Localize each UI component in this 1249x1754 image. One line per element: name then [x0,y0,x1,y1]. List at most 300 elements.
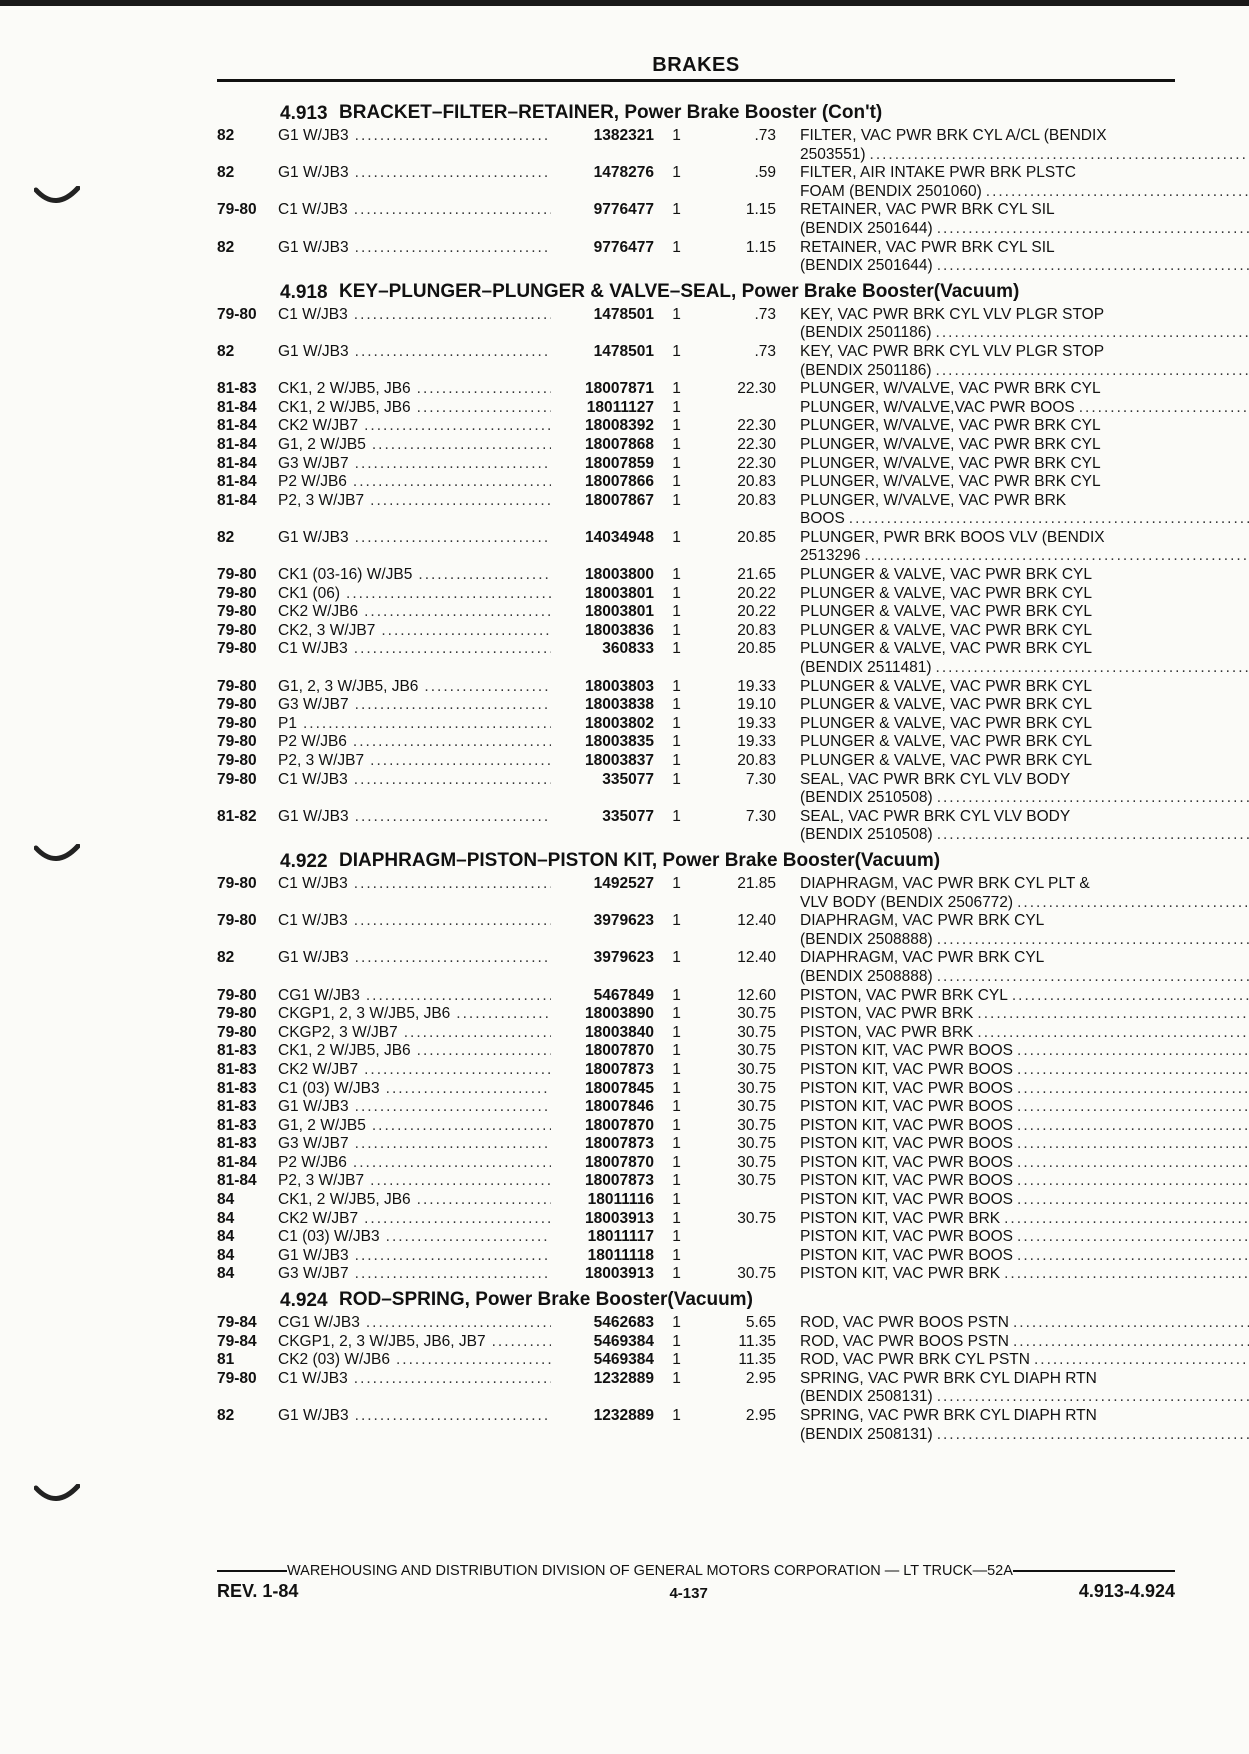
description-line [800,808,1249,827]
model-cell [278,1191,551,1210]
dot-leader [354,640,551,677]
description [776,640,1249,677]
dot-leader [353,1154,551,1173]
part-row [217,201,1175,238]
description-line [800,1351,1249,1370]
price: 22.30 [737,435,776,453]
part-number: 18008392 [585,417,654,435]
model-code: CK2, 3 W/JB7 [278,621,376,639]
model-cell [278,1005,551,1024]
price: 2.95 [745,1369,776,1387]
model-code: CKGP1, 2, 3 W/JB5, JB6, JB7 [278,1332,486,1350]
dot-leader [354,912,551,949]
quantity: 1 [672,733,681,751]
quantity: 1 [672,1265,681,1283]
description-text: ROD, VAC PWR BOOS PSTN [800,1314,1009,1332]
dot-leader [418,566,551,585]
price: 19.33 [737,714,776,732]
punch-hole-mark [34,186,80,210]
description [776,1061,1249,1080]
description-text: ROD, VAC PWR BOOS PSTN [800,1332,1009,1350]
model-cell [278,1098,551,1117]
part-number: 18003838 [585,696,654,714]
description [776,399,1249,418]
dot-leader [1017,894,1249,913]
description [776,733,1175,752]
price: 1.15 [745,201,776,219]
description-line [800,1333,1249,1352]
dot-leader [354,306,551,343]
part-number: 18007866 [585,473,654,491]
description-text: PISTON KIT, VAC PWR BOOS [800,1172,1014,1190]
model-cell [278,1210,551,1229]
description-line [800,1228,1249,1247]
model-code: CK1 (03-16) W/JB5 [278,566,413,584]
year-range: 79-80 [217,603,257,621]
description-text: PISTON, VAC PWR BRK [800,1005,974,1023]
year-range: 79-80 [217,752,257,769]
description-text: (BENDIX 2510508) [800,826,933,844]
model-code: G1, 2 W/JB5 [278,1116,366,1134]
price: 20.85 [737,640,776,658]
dot-leader [1034,1351,1249,1370]
model-cell [278,1024,551,1043]
price: 21.85 [737,874,776,892]
model-cell [278,201,551,238]
description [776,436,1175,455]
description-line [800,696,1175,715]
description-text: (BENDIX 2501644) [800,257,933,275]
part-row [217,164,1175,201]
description-line [800,622,1175,641]
part-row [217,1191,1175,1210]
description-line [800,912,1249,931]
model-code: G1 W/JB3 [278,1246,349,1264]
dot-leader [354,1370,551,1407]
quantity: 1 [672,1246,681,1264]
dot-leader [366,987,551,1006]
description-line [800,473,1175,492]
year-range: 79-80 [217,1369,257,1387]
description-line [800,164,1249,183]
description [776,949,1249,986]
dot-leader [355,808,551,845]
description-text: VLV BODY (BENDIX 2506772) [800,893,1014,911]
description [776,1407,1249,1444]
quantity: 1 [672,417,681,435]
parts-catalog-list [217,97,1175,1444]
description [776,1135,1249,1154]
description-text: FILTER, AIR INTAKE PWR BRK PLSTC [800,164,1076,182]
description-text: PISTON KIT, VAC PWR BOOS [800,1116,1014,1134]
description-text: SEAL, VAC PWR BRK CYL VLV BODY [800,770,1071,788]
description-line [800,752,1175,771]
year-range: 79-80 [217,640,257,658]
description-text: PISTON KIT, VAC PWR BOOS [800,1042,1014,1060]
part-row [217,1154,1175,1173]
price: 19.10 [737,696,776,714]
description [776,696,1175,715]
year-range: 84 [217,1228,235,1246]
header-rule [217,79,1175,82]
quantity: 1 [672,807,681,825]
description-line [800,239,1249,258]
part-number: 18007868 [585,435,654,453]
part-row [217,1370,1175,1407]
price: 20.83 [737,621,776,639]
description [776,1005,1249,1024]
part-number: 1478276 [593,164,654,182]
part-row [217,1265,1175,1284]
description-text: SEAL, VAC PWR BRK CYL VLV BODY [800,807,1071,825]
dot-leader [1012,987,1249,1006]
year-range: 79-80 [217,874,257,892]
quantity: 1 [672,1172,681,1190]
year-range: 84 [217,1246,235,1264]
quantity: 1 [672,1407,681,1424]
description [776,473,1175,492]
quantity: 1 [672,380,681,398]
year-range: 81-84 [217,1172,257,1190]
price: 30.75 [737,1079,776,1097]
model-code: C1 W/JB3 [278,1369,348,1387]
dot-leader [354,875,551,912]
dot-leader [937,931,1249,950]
description [776,875,1249,912]
year-range: 79-80 [217,714,257,732]
description-line [800,1370,1249,1389]
description-text: (BENDIX 2501186) [800,361,932,379]
description-text: (BENDIX 2511481) [800,659,932,677]
description-text: DIAPHRAGM, VAC PWR BRK CYL [800,912,1045,930]
model-cell [278,875,551,912]
price: 30.75 [737,1209,776,1227]
model-cell [278,529,551,566]
dot-leader [870,146,1249,165]
year-range: 81-83 [217,380,257,398]
description-text: PISTON KIT, VAC PWR BOOS [800,1060,1014,1078]
model-code: G3 W/JB7 [278,1265,349,1283]
year-range: 81-82 [217,807,257,825]
model-code: C1 (03) W/JB3 [278,1228,380,1246]
model-cell [278,455,551,474]
model-cell [278,306,551,343]
year-range: 82 [217,238,235,256]
dot-leader [1017,1098,1249,1117]
description-line [800,566,1175,585]
year-range: 81 [217,1351,235,1369]
part-number: 1232889 [593,1369,654,1387]
description-text: (BENDIX 2508888) [800,930,933,948]
description-text: PLUNGER & VALVE, VAC PWR BRK CYL [800,603,1092,621]
dot-leader [372,436,551,455]
dot-leader [355,1407,551,1444]
description [776,455,1175,474]
description-text: SPRING, VAC PWR BRK CYL DIAPH RTN [800,1369,1097,1387]
year-range: 79-84 [217,1314,257,1332]
description-text: PISTON, VAC PWR BRK [800,1023,974,1041]
dot-leader [937,220,1249,239]
description-text: FILTER, VAC PWR BRK CYL A/CL (BENDIX [800,127,1107,144]
description-line [800,257,1249,276]
description-line [800,715,1175,734]
description-text: PLUNGER, W/VALVE, VAC PWR BRK CYL [800,473,1101,491]
part-row [217,875,1175,912]
part-row [217,733,1175,752]
year-range: 81-84 [217,435,257,453]
description [776,808,1249,845]
description [776,1247,1249,1266]
part-row [217,306,1175,343]
part-number: 18003837 [585,752,654,769]
dot-leader [424,678,551,697]
quantity: 1 [672,603,681,621]
dot-leader [372,1117,551,1136]
description-text: BOOS [800,510,845,528]
part-row [217,1042,1175,1061]
description-line [800,1117,1249,1136]
price: 11.35 [738,1351,776,1369]
model-cell [278,1247,551,1266]
dot-leader [417,1042,551,1061]
part-number: 18003835 [585,733,654,751]
section-title: ROD–SPRING, Power Brake Booster(Vacuum) [339,1289,753,1311]
part-row [217,696,1175,715]
description-line [800,949,1249,968]
description-text: PISTON KIT, VAC PWR BRK [800,1209,1001,1227]
description-line [800,436,1175,455]
part-number: 5469384 [593,1332,654,1350]
description-text: PLUNGER, W/VALVE, VAC PWR BRK CYL [800,435,1101,453]
model-cell [278,1370,551,1407]
quantity: 1 [672,127,681,144]
part-number: 18007867 [585,491,654,509]
description [776,529,1249,566]
description-line [800,640,1249,659]
price: 30.75 [737,1153,776,1171]
part-row [217,752,1175,771]
year-range: 81-83 [217,1079,257,1097]
part-number: 18003913 [585,1265,654,1283]
quantity: 1 [672,770,681,788]
model-cell [278,1117,551,1136]
model-cell [278,585,551,604]
part-number: 18011127 [586,398,654,416]
description [776,239,1249,276]
quantity: 1 [672,398,681,416]
model-code: G1 W/JB3 [278,1407,349,1424]
model-cell [278,343,551,380]
description-text: (BENDIX 2508131) [800,1425,933,1443]
description-text: PLUNGER, W/VALVE, VAC PWR BRK CYL [800,454,1101,472]
section-number: 4.918 [280,281,328,303]
part-number: 335077 [602,807,654,825]
quantity: 1 [672,1153,681,1171]
description-text: PLUNGER & VALVE, VAC PWR BRK CYL [800,733,1092,751]
year-range: 82 [217,127,235,144]
quantity: 1 [672,640,681,658]
section-number: 4.924 [280,1290,328,1312]
quantity: 1 [672,201,681,219]
description-text: FOAM (BENDIX 2501060) [800,182,982,200]
dot-leader [355,1098,551,1117]
dot-leader [1004,1265,1249,1284]
price: 7.30 [745,770,776,788]
part-number: 18007870 [585,1153,654,1171]
model-code: CK2 W/JB7 [278,1060,359,1078]
dot-leader [364,417,551,436]
dot-leader [1013,1333,1249,1352]
description-text: PISTON KIT, VAC PWR BOOS [800,1153,1014,1171]
part-number: 18007846 [585,1098,654,1116]
year-range: 79-80 [217,770,257,788]
price: 30.75 [737,1135,776,1153]
part-row [217,808,1175,845]
description [776,1042,1249,1061]
model-cell [278,640,551,677]
description-text: PLUNGER & VALVE, VAC PWR BRK CYL [800,584,1092,602]
dot-leader [977,1024,1249,1043]
description-line [800,547,1249,566]
part-row [217,1314,1175,1333]
model-code: P1 [278,714,297,732]
description-line [800,417,1175,436]
dot-leader [364,1061,551,1080]
part-row [217,1210,1175,1229]
description-text: ROD, VAC PWR BRK CYL PSTN [800,1351,1030,1369]
part-number: 18011118 [587,1246,654,1264]
description [776,1080,1249,1099]
description-text: (BENDIX 2508131) [800,1388,933,1406]
dot-leader [364,1210,551,1229]
description-line [800,1005,1249,1024]
price: 20.85 [737,528,776,546]
quantity: 1 [672,454,681,472]
description [776,1370,1249,1407]
quantity: 1 [672,1351,681,1369]
description [776,1210,1249,1229]
year-range: 82 [217,949,235,967]
year-range: 81-84 [217,398,257,416]
year-range: 81-84 [217,491,257,509]
dot-leader [1004,1210,1249,1229]
part-row [217,987,1175,1006]
dot-leader [849,510,1249,529]
part-number: 1492527 [593,874,654,892]
description-line [800,771,1249,790]
description-line [800,201,1249,220]
year-range: 82 [217,342,235,360]
footer-rule-right [1013,1570,1175,1572]
model-cell [278,752,551,771]
price: .73 [754,127,776,144]
model-cell [278,436,551,455]
part-row [217,1333,1175,1352]
part-row [217,1061,1175,1080]
price: 30.75 [737,1042,776,1060]
price: 12.40 [737,949,776,967]
section-title: KEY–PLUNGER–PLUNGER & VALVE–SEAL, Power Brake Booster(Vacuum) [339,280,1020,302]
dot-leader [355,529,551,566]
model-cell [278,127,551,164]
part-row [217,1024,1175,1043]
description [776,1228,1249,1247]
price: 20.22 [737,603,776,621]
model-cell [278,912,551,949]
description-line [800,1024,1249,1043]
year-range: 79-80 [217,621,257,639]
description-line [800,306,1249,325]
quantity: 1 [672,1228,681,1246]
model-code: P2 W/JB6 [278,733,347,751]
description-line [800,931,1249,950]
dot-leader [937,257,1249,276]
description-text: (BENDIX 2501186) [800,324,932,342]
description-text: PLUNGER & VALVE, VAC PWR BRK CYL [800,621,1092,639]
dot-leader [1017,1135,1249,1154]
dot-leader [1079,399,1249,418]
quantity: 1 [672,1005,681,1023]
year-range: 79-80 [217,305,257,323]
year-range: 79-80 [217,201,257,219]
dot-leader [417,1191,551,1210]
model-code: G1 W/JB3 [278,1098,349,1116]
revision-label: REV. 1-84 [217,1581,299,1601]
description-line [800,1407,1249,1426]
price: .59 [754,164,776,182]
part-row [217,1080,1175,1099]
quantity: 1 [672,528,681,546]
page-top-border [0,0,1249,6]
description-text: PLUNGER, W/VALVE, VAC PWR BRK CYL [800,417,1101,435]
description [776,1098,1249,1117]
part-number: 18003836 [585,621,654,639]
model-code: P2 W/JB6 [278,473,347,491]
part-number: 1382321 [593,127,654,144]
description-text: PLUNGER & VALVE, VAC PWR BRK CYL [800,677,1092,695]
description [776,1172,1249,1191]
price: 1.15 [745,238,776,256]
price: 20.83 [737,491,776,509]
dot-leader [937,1426,1249,1445]
part-number: 18007845 [585,1079,654,1097]
quantity: 1 [672,912,681,930]
model-code: CK1, 2 W/JB5, JB6 [278,380,411,398]
part-row [217,771,1175,808]
description [776,987,1249,1006]
part-row [217,912,1175,949]
part-number: 18003840 [585,1023,654,1041]
dot-leader [1017,1154,1249,1173]
description-line [800,455,1175,474]
dot-leader [355,1265,551,1284]
description-line [800,1426,1249,1445]
dot-leader [366,1314,551,1333]
model-code: CK2 (03) W/JB6 [278,1351,390,1369]
year-range: 79-80 [217,696,257,714]
page-number: 4-137 [669,1585,708,1602]
description-line [800,789,1249,808]
description-line [800,1172,1249,1191]
quantity: 1 [672,473,681,491]
description-text: PISTON KIT, VAC PWR BOOS [800,1191,1014,1209]
description-text: RETAINER, VAC PWR BRK CYL SIL [800,201,1055,219]
quantity: 1 [672,305,681,323]
part-number: 18007870 [585,1042,654,1060]
description-text: PLUNGER, W/VALVE,VAC PWR BOOS [800,398,1075,416]
description-text: PLUNGER & VALVE, VAC PWR BRK CYL [800,566,1092,584]
description-text: PLUNGER & VALVE, VAC PWR BRK CYL [800,640,1092,658]
